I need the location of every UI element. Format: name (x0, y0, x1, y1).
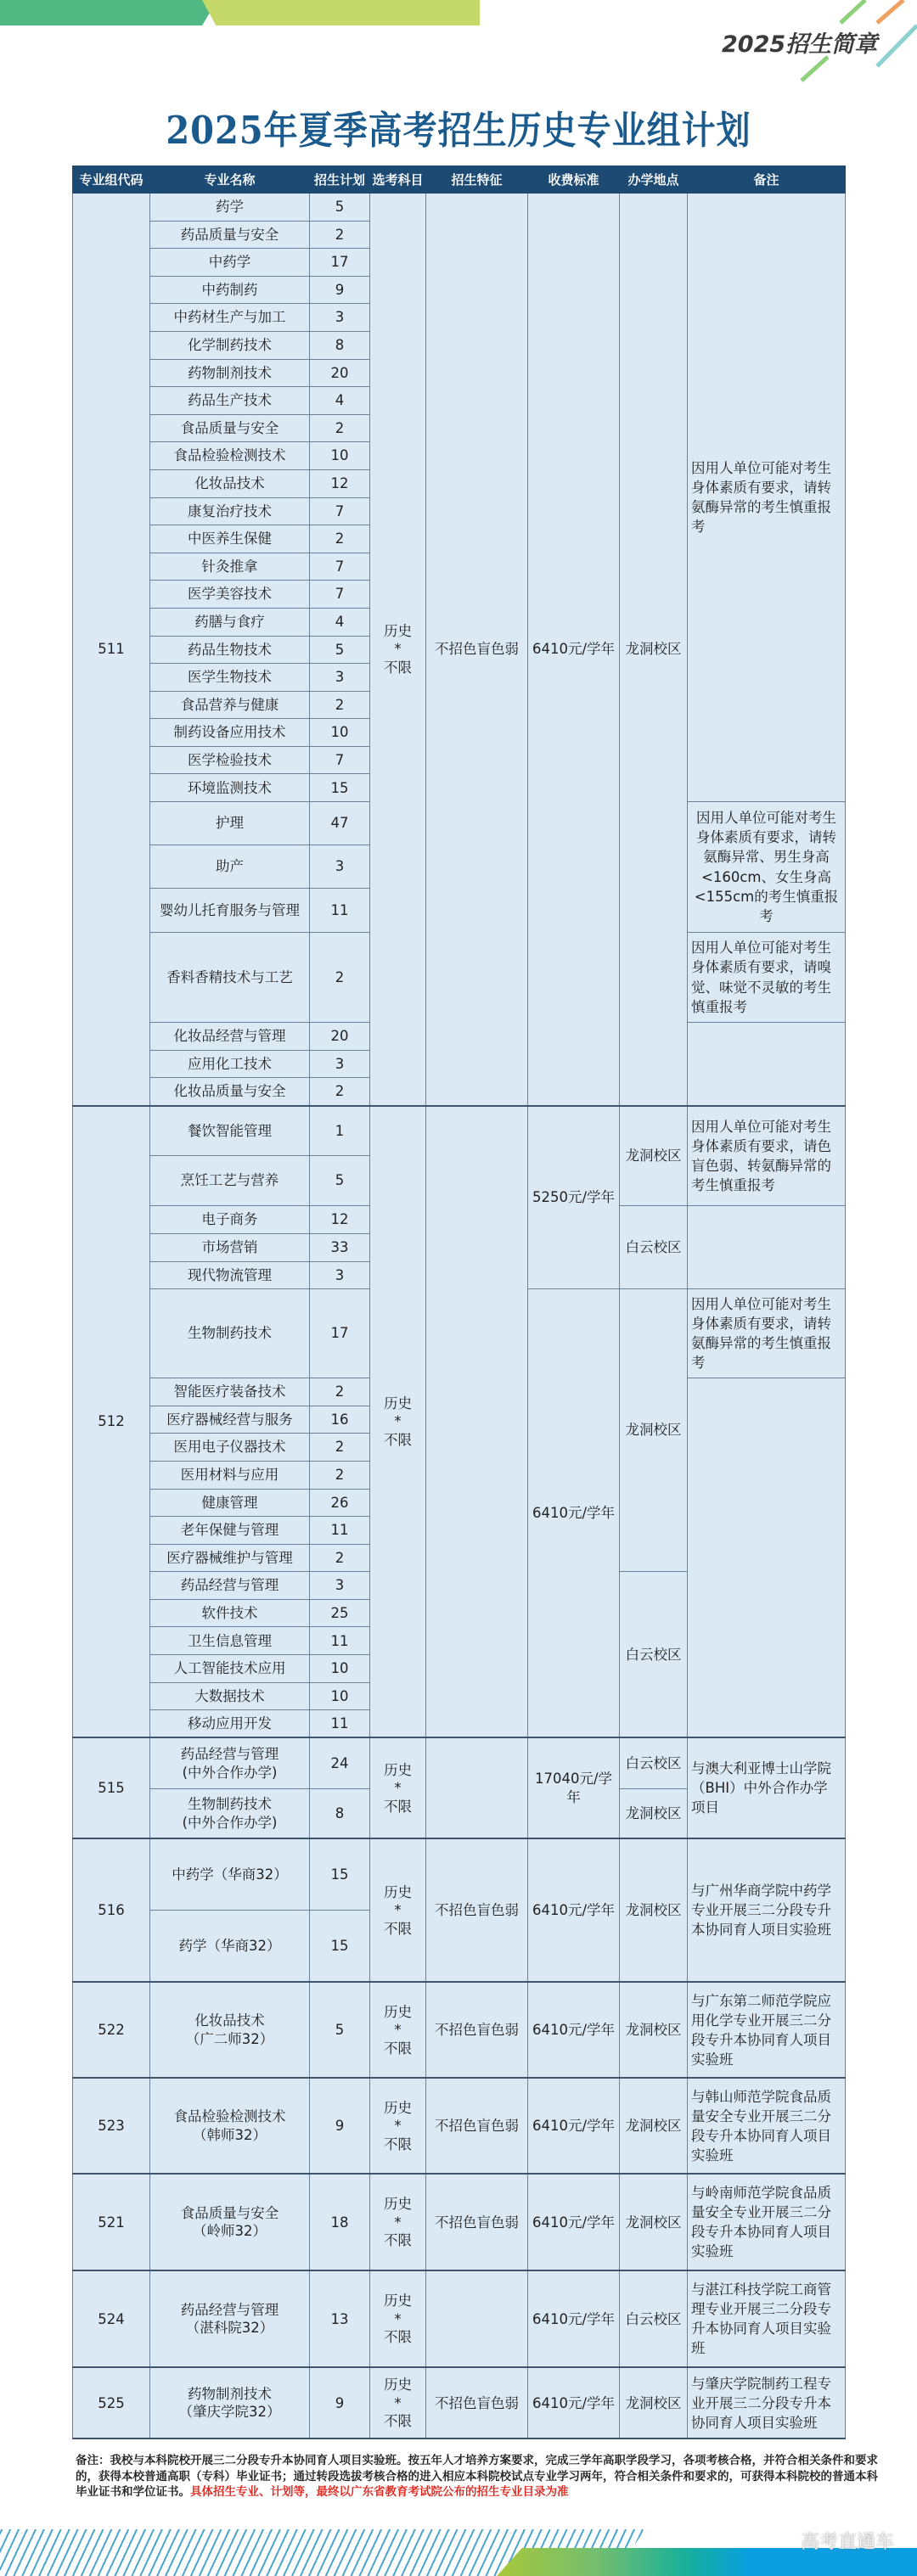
major-name: 电子商务 (150, 1206, 310, 1234)
plan-count: 5 (310, 1982, 370, 2078)
group-code: 521 (73, 2174, 150, 2270)
tuition-fee: 17040元/学年 (528, 1737, 620, 1838)
plan-count: 12 (310, 1206, 370, 1234)
remark: 因用人单位可能对考生身体素质有要求，请转氨酶异常的考生慎重报考 (688, 1289, 846, 1378)
plan-count: 7 (310, 746, 370, 774)
subject-requirement: 历史 * 不限 (370, 2367, 426, 2439)
major-name: 药品质量与安全 (150, 221, 310, 249)
major-name: 针灸推拿 (150, 553, 310, 581)
major-name: 软件技术 (150, 1599, 310, 1627)
major-name: 应用化工技术 (150, 1050, 310, 1078)
major-name: 化妆品质量与安全 (150, 1078, 310, 1106)
plan-count: 2 (310, 221, 370, 249)
tuition-fee: 6410元/学年 (528, 194, 620, 1106)
subject-requirement: 历史 * 不限 (370, 1737, 426, 1838)
enrollment-feature (426, 2270, 528, 2367)
column-header: 招生特征 (426, 166, 528, 194)
subject-requirement: 历史 * 不限 (370, 1838, 426, 1982)
column-header: 备注 (688, 166, 846, 194)
column-header: 招生计划 (310, 166, 370, 194)
campus: 白云校区 (620, 1206, 688, 1289)
group-code: 511 (73, 194, 150, 1106)
plan-count: 20 (310, 359, 370, 387)
major-name: 食品检验检测技术 （韩师32） (150, 2078, 310, 2174)
plan-count: 2 (310, 1434, 370, 1462)
column-header: 专业组代码 (73, 166, 150, 194)
remark: 与韩山师范学院食品质量安全专业开展三二分段专升本协同育人项目实验班 (688, 2078, 846, 2174)
enrollment-feature: 不招色盲色弱 (426, 2174, 528, 2270)
major-name: 医学检验技术 (150, 746, 310, 774)
remark: 与岭南师范学院食品质量安全专业开展三二分段专升本协同育人项目实验班 (688, 2174, 846, 2270)
enrollment-feature: 不招色盲色弱 (426, 2078, 528, 2174)
column-header: 收费标准 (528, 166, 620, 194)
remark: 与澳大利亚博士山学院（BHI）中外合作办学项目 (688, 1737, 846, 1838)
table-row (73, 2078, 846, 2174)
plan-count: 1 (310, 1106, 370, 1156)
plan-count: 9 (310, 276, 370, 304)
plan-count: 9 (310, 2367, 370, 2439)
campus: 白云校区 (620, 1737, 688, 1788)
plan-count: 17 (310, 249, 370, 277)
plan-count: 2 (310, 1078, 370, 1106)
plan-count: 12 (310, 469, 370, 497)
plan-count: 10 (310, 1682, 370, 1710)
plan-count: 33 (310, 1234, 370, 1262)
major-name: 人工智能技术应用 (150, 1655, 310, 1683)
plan-count: 15 (310, 1838, 370, 1910)
major-name: 智能医疗装备技术 (150, 1378, 310, 1406)
major-name: 药学 (150, 194, 310, 222)
enrollment-feature: 不招色盲色弱 (426, 194, 528, 1106)
table-row (73, 1737, 846, 1788)
campus: 龙洞校区 (620, 2367, 688, 2439)
remark: 与湛江科技学院工商管理专业开展三二分段专升本协同育人项目实验班 (688, 2270, 846, 2367)
footnote-highlight: 具体招生专业、计划等，最终以广东省教育考试院公布的招生专业目录为准 (190, 2485, 569, 2499)
major-name: 医学生物技术 (150, 664, 310, 692)
plan-count: 11 (310, 889, 370, 933)
remark: 因用人单位可能对考生身体素质有要求，请转氨酶异常、男生身高<160cm、女生身高<155cm的考生慎重报考 (688, 802, 846, 933)
remark: 与肇庆学院制药工程专业开展三二分段专升本协同育人项目实验班 (688, 2367, 846, 2439)
enrollment-plan-table (72, 166, 846, 2439)
major-name: 中药学 (150, 249, 310, 277)
major-name: 食品质量与安全 （岭师32） (150, 2174, 310, 2270)
plan-count: 5 (310, 636, 370, 664)
enrollment-feature: 不招色盲色弱 (426, 1838, 528, 1982)
major-name: 生物制药技术 (中外合作办学) (150, 1788, 310, 1838)
group-code: 523 (73, 2078, 150, 2174)
plan-count: 3 (310, 845, 370, 889)
plan-count: 3 (310, 1572, 370, 1600)
major-name: 化妆品技术 （广二师32） (150, 1982, 310, 2078)
campus: 白云校区 (620, 1572, 688, 1738)
major-name: 化妆品技术 (150, 469, 310, 497)
major-name: 药品经营与管理 （湛科院32） (150, 2270, 310, 2367)
remark (688, 1206, 846, 1289)
major-name: 药品经营与管理 (150, 1572, 310, 1600)
major-name: 烹饪工艺与营养 (150, 1156, 310, 1206)
major-name: 现代物流管理 (150, 1262, 310, 1289)
remark: 因用人单位可能对考生身体素质有要求，请嗅觉、味觉不灵敏的考生慎重报考 (688, 933, 846, 1023)
plan-count: 47 (310, 802, 370, 845)
major-name: 食品营养与健康 (150, 691, 310, 719)
group-code: 524 (73, 2270, 150, 2367)
plan-count: 2 (310, 1461, 370, 1489)
plan-count: 10 (310, 1655, 370, 1683)
major-name: 医学美容技术 (150, 581, 310, 609)
major-name: 食品质量与安全 (150, 414, 310, 442)
subject-requirement: 历史 * 不限 (370, 2270, 426, 2367)
plan-count: 20 (310, 1023, 370, 1051)
major-name: 药品生物技术 (150, 636, 310, 664)
campus: 龙洞校区 (620, 1982, 688, 2078)
footnote-text: 备注：我校与本科院校开展三二分段专升本协同育人项目实验班。按五年人才培养方案要求，完成三学年高职学段学习，各项考核合格，并符合相关条件和要求的，获得本校普通高职（专科）毕业证书；通过转段选拔考核合格的进入相应本科院校试点专业学习两年，符合相关条件和要求的，可获得本科院校的普通本科毕业证书和学位证书。 (76, 2454, 878, 2499)
table-row (73, 1106, 846, 1156)
major-name: 老年保健与管理 (150, 1517, 310, 1545)
plan-count: 9 (310, 2078, 370, 2174)
plan-count: 15 (310, 774, 370, 802)
table-row (73, 2367, 846, 2439)
tuition-fee: 5250元/学年 (528, 1106, 620, 1289)
plan-count: 3 (310, 1050, 370, 1078)
table-row (73, 2174, 846, 2270)
subject-requirement: 历史 * 不限 (370, 2174, 426, 2270)
plan-count: 18 (310, 2174, 370, 2270)
campus: 龙洞校区 (620, 2078, 688, 2174)
tuition-fee: 6410元/学年 (528, 1838, 620, 1982)
major-name: 制药设备应用技术 (150, 719, 310, 747)
plan-count: 2 (310, 1378, 370, 1406)
tuition-fee: 6410元/学年 (528, 2174, 620, 2270)
major-name: 医疗器械维护与管理 (150, 1544, 310, 1572)
campus: 龙洞校区 (620, 1788, 688, 1838)
plan-count: 2 (310, 691, 370, 719)
footnote (76, 2453, 878, 2500)
table-row (73, 194, 846, 222)
plan-count: 2 (310, 525, 370, 553)
campus: 龙洞校区 (620, 1289, 688, 1572)
campus: 龙洞校区 (620, 194, 688, 1106)
plan-count: 4 (310, 387, 370, 415)
tuition-fee: 6410元/学年 (528, 1982, 620, 2078)
plan-count: 10 (310, 442, 370, 470)
campus: 白云校区 (620, 2270, 688, 2367)
group-code: 525 (73, 2367, 150, 2439)
plan-count: 13 (310, 2270, 370, 2367)
watermark: 高考直通车 (801, 2532, 895, 2553)
page-title: 2025年夏季高考招生历史专业组计划 (166, 108, 751, 154)
major-name: 市场营销 (150, 1234, 310, 1262)
major-name: 大数据技术 (150, 1682, 310, 1710)
major-name: 中药制药 (150, 276, 310, 304)
remark (688, 1023, 846, 1106)
plan-count: 8 (310, 1788, 370, 1838)
group-code: 522 (73, 1982, 150, 2078)
major-name: 医用电子仪器技术 (150, 1434, 310, 1462)
plan-count: 2 (310, 1544, 370, 1572)
major-name: 化妆品经营与管理 (150, 1023, 310, 1051)
tuition-fee: 6410元/学年 (528, 2078, 620, 2174)
major-name: 医用材料与应用 (150, 1461, 310, 1489)
plan-count: 24 (310, 1737, 370, 1788)
major-name: 健康管理 (150, 1489, 310, 1517)
major-name: 移动应用开发 (150, 1710, 310, 1738)
plan-count: 10 (310, 719, 370, 747)
major-name: 护理 (150, 802, 310, 845)
top-banner-green (0, 0, 217, 25)
plan-count: 3 (310, 1262, 370, 1289)
group-code: 516 (73, 1838, 150, 1982)
plan-count: 4 (310, 608, 370, 636)
campus: 龙洞校区 (620, 2174, 688, 2270)
subject-requirement: 历史 * 不限 (370, 2078, 426, 2174)
major-name: 药膳与食疗 (150, 608, 310, 636)
major-name: 生物制药技术 (150, 1289, 310, 1378)
enrollment-feature: 不招色盲色弱 (426, 1982, 528, 2078)
plan-count: 3 (310, 664, 370, 692)
plan-count: 16 (310, 1406, 370, 1434)
enrollment-feature (426, 1737, 528, 1838)
subject-requirement: 历史 * 不限 (370, 1106, 426, 1738)
table-row (73, 1982, 846, 2078)
column-header: 选考科目 (370, 166, 426, 194)
major-name: 药品经营与管理 (中外合作办学) (150, 1737, 310, 1788)
major-name: 药物制剂技术 （肇庆学院32） (150, 2367, 310, 2439)
column-header: 专业名称 (150, 166, 310, 194)
major-name: 卫生信息管理 (150, 1627, 310, 1655)
table-row (73, 2270, 846, 2367)
major-name: 医疗器械经营与服务 (150, 1406, 310, 1434)
major-name: 香料香精技术与工艺 (150, 933, 310, 1023)
subject-requirement: 历史 * 不限 (370, 194, 426, 1106)
remark: 与广州华商学院中药学专业开展三二分段专升本协同育人项目实验班 (688, 1838, 846, 1982)
plan-count: 7 (310, 553, 370, 581)
plan-count: 5 (310, 1156, 370, 1206)
major-name: 药物制剂技术 (150, 359, 310, 387)
major-name: 中药学（华商32） (150, 1838, 310, 1910)
tuition-fee: 6410元/学年 (528, 2270, 620, 2367)
major-name: 康复治疗技术 (150, 497, 310, 525)
subject-requirement: 历史 * 不限 (370, 1982, 426, 2078)
remark: 因用人单位可能对考生身体素质有要求，请色盲色弱、转氨酶异常的考生慎重报考 (688, 1106, 846, 1206)
plan-count: 17 (310, 1289, 370, 1378)
major-name: 环境监测技术 (150, 774, 310, 802)
group-code: 512 (73, 1106, 150, 1738)
plan-count: 5 (310, 194, 370, 222)
major-name: 中药材生产与加工 (150, 304, 310, 332)
brochure-label: 2025招生简章 (722, 31, 878, 58)
plan-count: 15 (310, 1910, 370, 1982)
table-header-row (73, 166, 846, 194)
tuition-fee: 6410元/学年 (528, 1289, 620, 1738)
remark (688, 1378, 846, 1738)
plan-count: 8 (310, 331, 370, 359)
plan-count: 26 (310, 1489, 370, 1517)
remark: 因用人单位可能对考生身体素质有要求，请转氨酶异常的考生慎重报考 (688, 194, 846, 802)
plan-count: 25 (310, 1599, 370, 1627)
plan-count: 2 (310, 933, 370, 1023)
major-name: 药学（华商32） (150, 1910, 310, 1982)
table-row (73, 1838, 846, 1910)
enrollment-feature (426, 1106, 528, 1738)
major-name: 食品检验检测技术 (150, 442, 310, 470)
enrollment-feature: 不招色盲色弱 (426, 2367, 528, 2439)
major-name: 婴幼儿托育服务与管理 (150, 889, 310, 933)
major-name: 餐饮智能管理 (150, 1106, 310, 1156)
plan-count: 7 (310, 497, 370, 525)
campus: 龙洞校区 (620, 1106, 688, 1206)
plan-count: 7 (310, 581, 370, 609)
plan-count: 11 (310, 1710, 370, 1738)
major-name: 化学制药技术 (150, 331, 310, 359)
tuition-fee: 6410元/学年 (528, 2367, 620, 2439)
plan-count: 3 (310, 304, 370, 332)
major-name: 药品生产技术 (150, 387, 310, 415)
plan-count: 11 (310, 1517, 370, 1545)
major-name: 中医养生保健 (150, 525, 310, 553)
column-header: 办学地点 (620, 166, 688, 194)
plan-count: 2 (310, 414, 370, 442)
top-banner-lime (202, 0, 480, 25)
major-name: 助产 (150, 845, 310, 889)
group-code: 515 (73, 1737, 150, 1838)
campus: 龙洞校区 (620, 1838, 688, 1982)
plan-count: 11 (310, 1627, 370, 1655)
remark: 与广东第二师范学院应用化学专业开展三二分段专升本协同育人项目实验班 (688, 1982, 846, 2078)
